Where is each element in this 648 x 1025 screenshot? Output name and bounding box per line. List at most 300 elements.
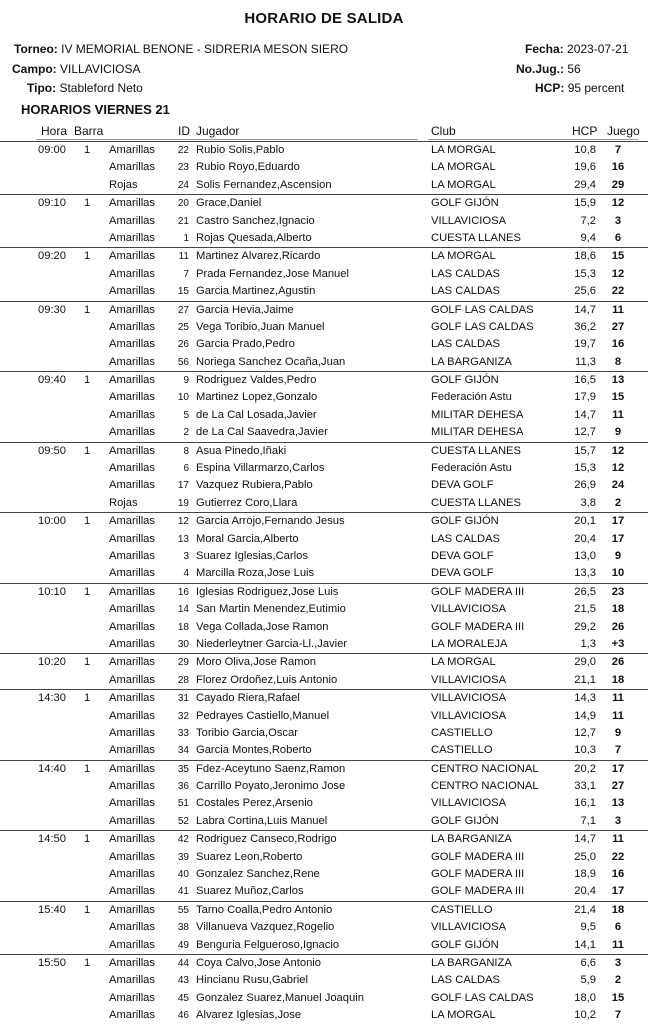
players-count-label: No.Jug.: [516,62,564,76]
handicap-cell: 14,7 [574,408,596,421]
tee-color-cell: Amarillas [109,974,156,987]
table-row [0,283,648,300]
table-row [0,266,648,283]
tee-color-cell: Amarillas [109,921,156,934]
tee-color-cell: Amarillas [109,814,156,827]
handicap-cell: 21,4 [574,903,596,916]
tee-color-cell: Rojas [109,496,138,509]
tee-color-cell: Amarillas [109,267,156,280]
start-hole-cell: 1 [84,903,91,916]
player-name-cell: Suarez Muñoz,Carlos [196,885,304,898]
tee-color-cell: Amarillas [109,833,156,846]
start-hole-cell: 1 [84,374,91,387]
club-cell: MILITAR DEHESA [431,426,524,439]
player-id-cell: 23 [177,162,189,174]
table-row [0,672,648,689]
player-name-cell: Costales Perez,Arsenio [196,797,313,810]
tee-time-cell: 09:40 [38,374,66,387]
playing-handicap-cell: 15 [611,250,625,263]
handicap-cell: 13,0 [574,549,596,562]
table-row [0,407,648,424]
player-id-cell: 44 [177,957,189,969]
tee-color-cell: Amarillas [109,744,156,757]
player-id-cell: 32 [177,710,189,722]
playing-handicap-cell: 6 [614,921,622,934]
playing-handicap-cell: 26 [611,620,625,633]
player-id-cell: 10 [177,392,189,404]
table-row [0,937,648,954]
table-row [0,601,648,618]
table-row [0,424,648,441]
table-row [0,919,648,936]
player-id-cell: 14 [177,604,189,616]
player-name-cell: Marcilla Roza,Jose Luis [196,567,315,580]
page-title: HORARIO DE SALIDA [244,10,404,27]
handicap-cell: 15,7 [574,444,596,457]
player-id-cell: 39 [177,851,189,863]
table-row [0,495,648,512]
club-cell: LAS CALDAS [431,338,501,351]
club-cell: CASTIELLO [431,744,493,757]
playing-handicap-cell: 27 [611,780,625,793]
handicap-value: 95 percent [567,81,625,95]
club-cell: CUESTA LLANES [431,444,521,457]
club-cell: LA MORGAL [431,1009,496,1022]
club-cell: LA BARGANIZA [431,355,512,368]
playing-handicap-cell: 9 [614,426,622,439]
club-cell: VILLAVICIOSA [431,797,507,810]
course-value: VILLAVICIOSA [60,62,141,76]
player-id-cell: 24 [177,179,189,191]
player-id-cell: 19 [177,497,189,509]
table-row [0,619,648,636]
club-cell: CENTRO NACIONAL [431,780,539,793]
player-name-cell: Moro Oliva,Jose Ramon [196,656,316,669]
handicap-cell: 29,2 [574,620,596,633]
player-name-cell: Rodriguez Valdes,Pedro [196,374,317,387]
table-row [0,194,648,212]
club-cell: GOLF MADERA III [431,620,525,633]
table-row [0,319,648,336]
player-id-cell: 40 [177,869,189,881]
tee-time-cell: 15:50 [38,956,66,969]
section-title: HORARIOS VIERNES 21 [21,102,170,117]
tee-times-table [0,141,648,1025]
playing-handicap-cell: 16 [611,338,625,351]
club-cell: LA MORGAL [431,656,496,669]
player-name-cell: Vega Collada,Jose Ramon [196,620,329,633]
club-cell: CUESTA LLANES [431,231,521,244]
club-cell: Federación Astu [431,462,512,475]
tee-color-cell: Amarillas [109,850,156,863]
club-cell: DEVA GOLF [431,549,494,562]
handicap-cell: 10,2 [574,1009,596,1022]
player-id-cell: 16 [177,586,189,598]
tee-time-cell: 14:30 [38,692,66,705]
player-id-cell: 26 [177,339,189,351]
type-field [27,81,143,95]
players-count-field [516,62,581,76]
tee-color-cell: Amarillas [109,214,156,227]
player-name-cell: Rojas Quesada,Alberto [196,231,312,244]
player-name-cell: de La Cal Saavedra,Javier [196,426,328,439]
tee-time-cell: 09:20 [38,250,66,263]
tee-color-cell: Amarillas [109,515,156,528]
player-id-cell: 25 [177,321,189,333]
playing-handicap-cell: 16 [611,868,625,881]
handicap-cell: 6,6 [580,956,596,969]
player-name-cell: de La Cal Losada,Javier [196,408,317,421]
column-header-juego: Juego [607,124,640,138]
tee-color-cell: Amarillas [109,673,156,686]
table-row [0,371,648,389]
player-id-cell: 9 [183,375,189,387]
table-row [0,460,648,477]
tee-color-cell: Amarillas [109,374,156,387]
player-name-cell: Tarno Coalla,Pedro Antonio [196,903,333,916]
table-row [0,742,648,759]
tournament-value: IV MEMORIAL BENONE - SIDRERIA MESON SIERO [61,42,349,56]
playing-handicap-cell: 22 [611,285,625,298]
playing-handicap-cell: 8 [614,355,622,368]
player-id-cell: 45 [177,992,189,1004]
start-hole-cell: 1 [84,444,91,457]
playing-handicap-cell: 17 [611,515,625,528]
tee-time-cell: 10:10 [38,585,66,598]
handicap-cell: 1,3 [580,637,596,650]
player-name-cell: Villanueva Vazquez,Rogelio [196,921,335,934]
start-hole-cell: 1 [84,656,91,669]
handicap-cell: 12,7 [574,726,596,739]
player-id-cell: 20 [177,198,189,210]
playing-handicap-cell: 24 [611,479,625,492]
tee-color-cell: Amarillas [109,250,156,263]
player-id-cell: 11 [178,251,189,263]
playing-handicap-cell: 10 [611,567,625,580]
player-name-cell: Benguria Felgueroso,Ignacio [196,938,340,951]
player-name-cell: Florez Ordoñez,Luis Antonio [196,673,338,686]
table-row [0,389,648,406]
player-id-cell: 43 [177,975,189,987]
player-id-cell: 35 [177,763,189,775]
header-divider [36,139,418,140]
player-name-cell: Rubio Solis,Pablo [196,144,285,156]
club-cell: DEVA GOLF [431,479,494,492]
player-name-cell: Noriega Sanchez Ocaña,Juan [196,355,346,368]
handicap-cell: 18,0 [574,991,596,1004]
playing-handicap-cell: 29 [611,178,625,191]
tee-time-cell: 09:30 [38,303,66,316]
club-cell: MILITAR DEHESA [431,408,524,421]
player-name-cell: Castro Sanchez,Ignacio [196,214,315,227]
player-id-cell: 8 [183,445,189,457]
tee-color-cell: Amarillas [109,709,156,722]
player-name-cell: Hincianu Rusu,Gabriel [196,974,308,987]
header-divider [428,139,638,140]
player-name-cell: Garcia Arrojo,Fernando Jesus [196,515,345,528]
handicap-cell: 20,4 [574,885,596,898]
handicap-cell: 25,0 [574,850,596,863]
player-name-cell: Iglesias Rodriguez,Jose Luis [196,585,339,598]
table-row [0,954,648,972]
tee-color-cell: Amarillas [109,391,156,404]
player-name-cell: Carrillo Poyato,Jeronimo Jose [196,780,346,793]
table-row [0,548,648,565]
handicap-cell: 19,6 [574,161,596,174]
tee-color-cell: Amarillas [109,585,156,598]
club-cell: LA MORGAL [431,144,496,156]
club-cell: GOLF GIJÓN [431,814,499,827]
player-name-cell: Niederleytner Garcia-Ll.,Javier [196,637,348,650]
column-header-hcp: HCP [572,124,598,138]
playing-handicap-cell: 7 [614,744,622,757]
handicap-cell: 26,9 [574,479,596,492]
tee-color-cell: Amarillas [109,285,156,298]
club-cell: CASTIELLO [431,726,493,739]
type-label: Tipo: [27,81,57,95]
player-id-cell: 36 [177,781,189,793]
handicap-cell: 20,1 [574,515,596,528]
tee-color-cell: Amarillas [109,444,156,457]
player-name-cell: Solis Fernandez,Ascension [196,178,332,191]
club-cell: GOLF GIJÓN [431,938,499,951]
handicap-cell: 14,1 [574,938,596,951]
club-cell: CASTIELLO [431,903,493,916]
tee-color-cell: Amarillas [109,303,156,316]
type-value: Stableford Neto [59,81,143,95]
player-id-cell: 28 [177,674,189,686]
tournament-field [14,42,348,56]
tee-color-cell: Amarillas [109,408,156,421]
player-id-cell: 13 [177,533,189,545]
table-row [0,708,648,725]
handicap-cell: 13,3 [574,567,596,580]
handicap-cell: 18,6 [574,250,596,263]
handicap-cell: 25,6 [574,285,596,298]
player-name-cell: Pedrayes Castiello,Manuel [196,709,330,722]
table-row [0,583,648,601]
playing-handicap-cell: 17 [611,885,625,898]
tee-color-cell: Amarillas [109,780,156,793]
club-cell: Federación Astu [431,391,512,404]
player-name-cell: Garcia Montes,Roberto [196,744,312,757]
table-row [0,849,648,866]
column-header-id: ID [178,124,190,138]
tee-color-cell: Amarillas [109,991,156,1004]
tee-color-cell: Amarillas [109,161,156,174]
club-cell: LA MORGAL [431,250,496,263]
tee-time-cell: 15:40 [38,903,66,916]
player-id-cell: 29 [177,657,189,669]
playing-handicap-cell: 7 [614,1009,622,1022]
playing-handicap-cell: 11 [612,938,624,951]
player-id-cell: 42 [177,834,189,846]
start-hole-cell: 1 [84,833,91,846]
tee-color-cell: Amarillas [109,885,156,898]
date-label: Fecha: [525,42,564,56]
club-cell: GOLF MADERA III [431,868,525,881]
playing-handicap-cell: 12 [611,267,625,280]
player-name-cell: Alvarez Iglesias,Jose [196,1009,302,1022]
table-row [0,1007,648,1024]
player-id-cell: 17 [177,480,189,492]
player-id-cell: 33 [177,727,189,739]
handicap-cell: 36,2 [574,320,596,333]
handicap-cell: 29,4 [574,178,596,191]
handicap-cell: 29,0 [574,656,596,669]
handicap-cell: 14,3 [574,692,596,705]
tee-color-cell: Amarillas [109,692,156,705]
table-row [0,990,648,1007]
player-id-cell: 12 [177,516,189,528]
start-hole-cell: 1 [84,585,91,598]
player-name-cell: Martinez Lopez,Gonzalo [196,391,318,404]
table-row [0,565,648,582]
handicap-cell: 11,3 [575,355,596,368]
tee-color-cell: Amarillas [109,868,156,881]
handicap-cell: 7,2 [580,214,596,227]
tee-color-cell: Amarillas [109,797,156,810]
start-hole-cell: 1 [84,303,91,316]
playing-handicap-cell: 9 [614,726,622,739]
player-id-cell: 31 [177,693,189,705]
club-cell: GOLF MADERA III [431,850,525,863]
playing-handicap-cell: 11 [612,833,624,846]
club-cell: VILLAVICIOSA [431,673,507,686]
tee-color-cell: Amarillas [109,1009,156,1022]
tee-color-cell: Amarillas [109,956,156,969]
date-field [525,42,628,56]
handicap-cell: 20,4 [574,532,596,545]
player-name-cell: Moral Garcia,Alberto [196,532,299,545]
player-name-cell: Fdez-Aceytuno Saenz,Ramon [196,762,346,775]
column-header-hora: Hora [41,124,68,138]
table-row [0,653,648,671]
handicap-cell: 7,1 [580,814,596,827]
playing-handicap-cell: +3 [611,637,625,650]
player-name-cell: Martinez Alvarez,Ricardo [196,250,321,263]
club-cell: GOLF LAS CALDAS [431,991,534,1004]
player-name-cell: Garcia Hevia,Jaime [196,303,294,316]
table-row [0,636,648,653]
handicap-cell: 16,5 [574,374,596,387]
handicap-cell: 15,3 [574,267,596,280]
handicap-cell: 14,7 [574,303,596,316]
table-row [0,778,648,795]
player-id-cell: 49 [177,939,189,951]
player-name-cell: San Martin Menendez,Eutimio [196,603,346,616]
tee-color-cell: Amarillas [109,231,156,244]
playing-handicap-cell: 9 [614,549,622,562]
tee-color-cell: Amarillas [109,656,156,669]
players-count-value: 56 [567,62,581,76]
tee-time-cell: 14:40 [38,762,66,775]
table-row [0,477,648,494]
start-hole-cell: 1 [84,956,91,969]
player-name-cell: Suarez Iglesias,Carlos [196,549,308,562]
club-cell: CUESTA LLANES [431,496,521,509]
tee-color-cell: Amarillas [109,338,156,351]
course-label: Campo: [12,62,57,76]
player-name-cell: Prada Fernandez,Jose Manuel [196,267,349,280]
tee-color-cell: Amarillas [109,532,156,545]
club-cell: LA MORALEJA [431,637,508,650]
handicap-cell: 21,5 [574,603,596,616]
start-hole-cell: 1 [84,197,91,210]
table-row [0,795,648,812]
table-row [0,531,648,548]
club-cell: GOLF MADERA III [431,885,525,898]
player-name-cell: Rodriguez Canseco,Rodrigo [196,833,337,846]
tee-time-cell: 09:00 [38,144,66,156]
handicap-cell: 21,1 [574,673,596,686]
player-name-cell: Toribio Garcia,Oscar [196,726,298,739]
club-cell: LA BARGANIZA [431,956,512,969]
start-hole-cell: 1 [84,144,91,156]
handicap-cell: 12,7 [574,426,596,439]
playing-handicap-cell: 11 [612,408,624,421]
player-name-cell: Cayado Riera,Rafael [196,692,300,705]
tee-color-cell: Amarillas [109,479,156,492]
tee-color-cell: Amarillas [109,903,156,916]
club-cell: GOLF MADERA III [431,585,525,598]
handicap-cell: 14,9 [574,709,596,722]
tee-time-cell: 10:00 [38,515,66,528]
tee-color-cell: Amarillas [109,620,156,633]
club-cell: LAS CALDAS [431,974,501,987]
club-cell: VILLAVICIOSA [431,692,507,705]
club-cell: GOLF LAS CALDAS [431,303,534,316]
player-name-cell: Vega Toribio,Juan Manuel [196,320,325,333]
player-name-cell: Gonzalez Sanchez,Rene [196,868,320,881]
handicap-cell: 9,4 [580,231,596,244]
playing-handicap-cell: 15 [611,391,625,404]
table-row [0,336,648,353]
playing-handicap-cell: 12 [611,197,625,210]
table-row [0,442,648,460]
tee-color-cell: Amarillas [109,549,156,562]
playing-handicap-cell: 2 [614,974,622,987]
playing-handicap-cell: 22 [611,850,625,863]
playing-handicap-cell: 7 [614,144,622,156]
club-cell: GOLF LAS CALDAS [431,320,534,333]
playing-handicap-cell: 11 [612,303,624,316]
club-cell: DEVA GOLF [431,567,494,580]
handicap-cell: 15,3 [574,462,596,475]
player-id-cell: 52 [177,815,189,827]
playing-handicap-cell: 12 [611,462,625,475]
player-name-cell: Gutierrez Coro,Llara [196,496,298,509]
player-id-cell: 15 [177,286,189,298]
handicap-cell: 5,9 [580,974,596,987]
table-row [0,354,648,371]
club-cell: LA MORGAL [431,178,496,191]
table-row [0,813,648,830]
tee-color-cell: Amarillas [109,462,156,475]
playing-handicap-cell: 26 [611,656,625,669]
playing-handicap-cell: 3 [614,956,622,969]
start-hole-cell: 1 [84,515,91,528]
column-header-jugador: Jugador [196,124,240,138]
playing-handicap-cell: 6 [614,231,622,244]
player-id-cell: 51 [177,798,189,810]
player-id-cell: 5 [183,409,189,421]
playing-handicap-cell: 18 [611,673,625,686]
club-cell: VILLAVICIOSA [431,921,507,934]
table-row [0,866,648,883]
club-cell: GOLF GIJÓN [431,197,499,210]
start-hole-cell: 1 [84,762,91,775]
